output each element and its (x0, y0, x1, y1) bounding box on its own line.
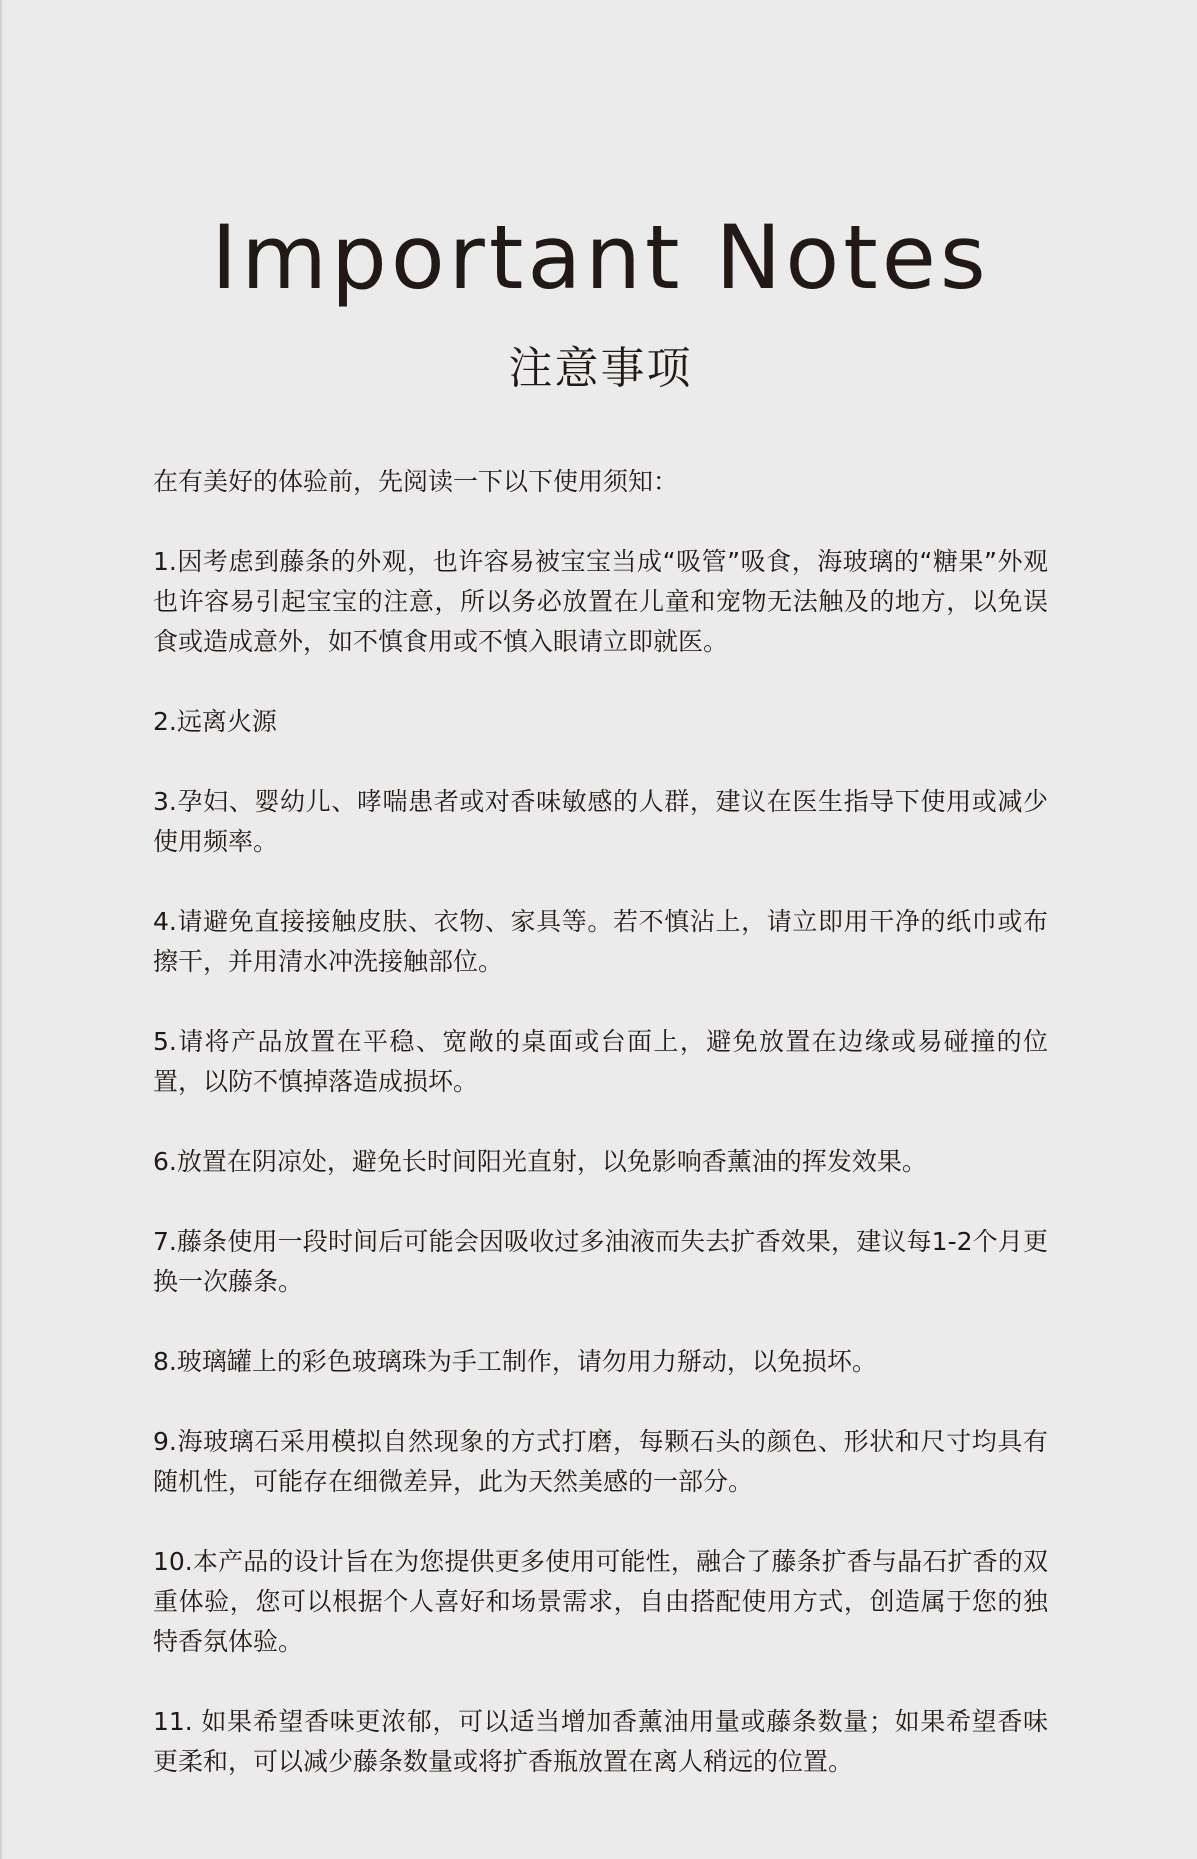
note-item-2: 2.远离火源 (153, 707, 277, 736)
note-item-1: 1.因考虑到藤条的外观，也许容易被宝宝当成“吸管”吸食，海玻璃的“糖果”外观也许容易引起宝宝的注意，所以务必放置在儿童和宠物无法触及的地方，以免误食或造成意外，如不慎食用或不慎入眼请立即就医。 (153, 547, 1048, 656)
note-item-6: 6.放置在阴凉处，避免长时间阳光直射，以免影响香薰油的挥发效果。 (153, 1147, 927, 1176)
note-item-4: 4.请避免直接接触皮肤、衣物、家具等。若不慎沾上，请立即用干净的纸巾或布擦干，并用清水冲洗接触部位。 (153, 907, 1048, 976)
note-item-9: 9.海玻璃石采用模拟自然现象的方式打磨，每颗石头的颜色、形状和尺寸均具有随机性，可能存在细微差异，此为天然美感的一部分。 (153, 1427, 1048, 1496)
note-item-5: 5.请将产品放置在平稳、宽敞的桌面或台面上，避免放置在边缘或易碰撞的位置，以防不慎掉落造成损坏。 (153, 1027, 1048, 1096)
notes-body (153, 462, 1048, 1822)
note-item-10: 10.本产品的设计旨在为您提供更多使用可能性，融合了藤条扩香与晶石扩香的双重体验，您可以根据个人喜好和场景需求，自由搭配使用方式，创造属于您的独特香氛体验。 (153, 1547, 1048, 1656)
page-title: Important Notes (211, 206, 990, 309)
page-subtitle: 注意事项 (508, 343, 693, 394)
note-item-11: 11. 如果希望香味更浓郁，可以适当增加香薰油用量或藤条数量；如果希望香味更柔和，可以减少藤条数量或将扩香瓶放置在离人稍远的位置。 (153, 1707, 1048, 1776)
intro-text: 在有美好的体验前，先阅读一下以下使用须知： (153, 467, 679, 496)
note-item-3: 3.孕妇、婴幼儿、哮喘患者或对香味敏感的人群，建议在医生指导下使用或减少使用频率。 (153, 787, 1048, 856)
note-item-7: 7.藤条使用一段时间后可能会因吸收过多油液而失去扩香效果，建议每1-2个月更换一次藤条。 (153, 1227, 1048, 1296)
note-item-8: 8.玻璃罐上的彩色玻璃珠为手工制作，请勿用力掰动，以免损坏。 (153, 1347, 877, 1376)
